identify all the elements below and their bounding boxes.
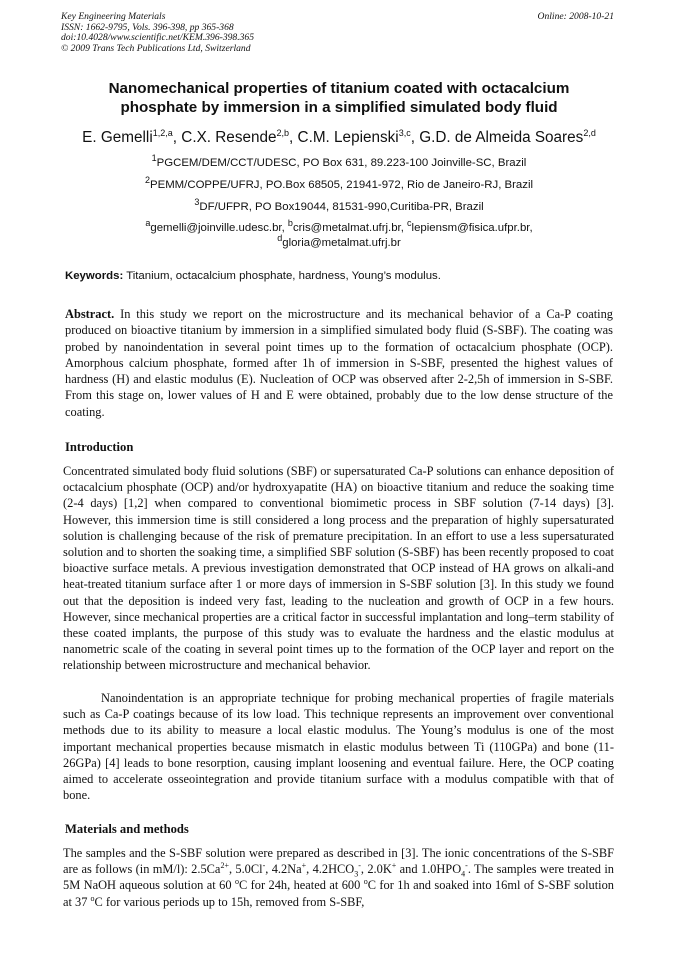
- keywords: [65, 270, 441, 282]
- methods-text: C for various periods up to 15h, removed from S-SBF,: [94, 894, 365, 909]
- author-name: C.M. Lepienski: [297, 129, 399, 146]
- ion-charge: +: [301, 861, 307, 871]
- doi-line: doi:10.4028/www.scientific.net/KEM.396-398.365: [61, 32, 255, 44]
- affiliation-text: DF/UFPR, PO Box19044, 81531-990,Curitiba-PR, Brazil: [199, 201, 484, 213]
- ion-charge: -: [262, 861, 266, 871]
- affiliation-2: [20, 175, 658, 192]
- affiliation-1: [20, 153, 658, 170]
- keywords-text: Titanium, octacalcium phosphate, hardness, Young’s modulus.: [123, 270, 441, 282]
- email-line-2: [20, 233, 658, 251]
- affiliation-3: [20, 197, 658, 214]
- ion-text: , 2.0K: [360, 862, 392, 877]
- abstract-text: In this study we report on the microstructure and its mechanical behavior of a Ca-P coating produced on bioactive titanium by immersion in a simplified simulated body fluid (S-SBF). The coating was probed by nanoindentation in several point times up to the formation of octacalcium phosphate (OCP). Amorphous calcium phosphate, formed after 1h of immersion in S-SBF, presented the highest values of hardness (H) and elastic modulus (E). Nucleation of OCP was observed after 2-2,5h of immersion in S-SBF. From this stage on, lower values of H and E were obtained, probably due to the low dense structure of the coating.: [65, 307, 613, 419]
- author-name: G.D. de Almeida Soares: [419, 129, 584, 146]
- author-name: C.X. Resende: [181, 129, 277, 146]
- ion-subscript: 3: [354, 869, 359, 879]
- paper-title: [40, 80, 638, 117]
- ion-charge: -: [465, 861, 468, 871]
- ion-charge: 2+: [220, 861, 229, 871]
- methods-paragraph: [63, 845, 614, 910]
- degree-symbol: o: [234, 877, 239, 887]
- title-line-1: Nanomechanical properties of titanium coated with octacalcium: [108, 80, 570, 97]
- methods-text: The samples and the S-SBF solution were prepared as described in [3]. The ionic concentrations of the S-SBF are as follows (in mM/l):: [63, 846, 614, 877]
- author-separator: ,: [410, 129, 420, 146]
- title-line-2: phosphate by immersion in a simplified simulated body fluid: [120, 98, 558, 116]
- author-affil-sup: 3,c: [398, 127, 411, 138]
- email-address[interactable]: gloria@metalmat.ufrj.br: [282, 237, 401, 249]
- affiliation-sup: 2: [144, 175, 150, 186]
- degree-symbol: o: [363, 877, 368, 887]
- ion-text: , 4.2HCO: [306, 862, 355, 877]
- email-sup: d: [277, 233, 283, 244]
- abstract-label: Abstract.: [65, 307, 115, 321]
- ion-text: and 1.0HPO: [396, 862, 462, 877]
- ion-text: , 5.0Cl: [228, 862, 263, 877]
- author-affil-sup: 1,2,a: [152, 127, 173, 138]
- degree-symbol: o: [90, 893, 95, 903]
- ion-charge: -: [358, 861, 361, 871]
- journal-header: [61, 12, 254, 54]
- author-separator: ,: [172, 129, 182, 146]
- author-affil-sup: 2,b: [276, 127, 290, 138]
- email-block: [20, 218, 658, 251]
- methods-text: . The samples were treated in 5M NaOH aqueous solution at 60: [63, 862, 614, 893]
- ion-text: , 4.2Na: [265, 862, 302, 877]
- author-name: E. Gemelli: [82, 129, 153, 146]
- methods-text: C for 1h and soaked into 16ml of S-SBF solution at 37: [63, 878, 615, 909]
- email-address[interactable]: lepiensm@fisica.ufpr.br,: [411, 222, 533, 234]
- affiliation-sup: 1: [151, 153, 157, 164]
- affiliation-text: PEMM/COPPE/UFRJ, PO.Box 68505, 21941-972, Rio de Janeiro-RJ, Brazil: [150, 179, 534, 191]
- methods-heading: Materials and methods: [65, 822, 189, 836]
- ion-charge: +: [391, 861, 397, 871]
- issn-line: ISSN: 1662-9795, Vols. 396-398, pp 365-368: [61, 21, 234, 33]
- introduction-heading: Introduction: [65, 440, 134, 454]
- email-line-1: [20, 218, 658, 236]
- online-date: Online: 2008-10-21: [537, 11, 614, 22]
- email-address[interactable]: cris@metalmat.ufrj.br,: [292, 222, 408, 234]
- author-list: [20, 129, 658, 147]
- email-sup: a: [145, 218, 151, 229]
- introduction-paragraph-1: Concentrated simulated body fluid solutions (SBF) or supersaturated Ca-P solutions can enhance deposition of octacalcium phosphate (OCP) and/or hydroxyapatite (HA) on bioactive titanium and reduce the soaking time (2-4 days) [1,2] when compared to conventional biomimetic process in SBF solution (7-14 days) [3]. However, this immersion time is still considered a long process and the preparation of highly supersaturated solution is challenging because of the risk of premature precipitation. In an effort to use a less supersaturated solution and to shorten the soaking time, a simplified SBF solution (S-SBF) has been recently proposed to coat bioactive surface metals. A previous investigation demonstrated that OCP instead of HA grows on alkali-and heat-treated titanium surface after 1 or more days of immersion in S-SBF solution [3]. In this study we found out that the deposition is indeed very fast, leading to the nucleation and growth of OCP in a few hours. However, since mechanical properties are a critical factor in successful implantation and long–term stability of these coated implants, the purpose of this study was to evaluate the hardness and the elastic modulus at nanometric scale of the coating in several point times up to the formation of the OCP layer and report on the relationship between microstructure and mechanical behavior.: [63, 464, 614, 673]
- affiliation-text: PGCEM/DEM/CCT/UDESC, PO Box 631, 89.223-100 Joinville-SC, Brazil: [156, 157, 527, 169]
- journal-name: Key Engineering Materials: [61, 11, 166, 22]
- abstract: [65, 306, 613, 420]
- author-affil-sup: 2,d: [583, 127, 596, 138]
- affiliation-sup: 3: [194, 197, 200, 208]
- email-sup: c: [407, 218, 412, 229]
- email-sup: b: [287, 218, 293, 229]
- author-separator: ,: [289, 129, 298, 146]
- keywords-label: Keywords:: [65, 270, 124, 282]
- email-address[interactable]: gemelli@joinville.udesc.br,: [150, 222, 288, 234]
- copyright-line: © 2009 Trans Tech Publications Ltd, Switzerland: [61, 42, 251, 54]
- ion-text: 2.5Ca: [191, 862, 221, 877]
- ion-subscript: 4: [461, 869, 466, 879]
- introduction-paragraph-2: Nanoindentation is an appropriate technique for probing mechanical properties of fragile materials such as Ca-P coatings because of its low load. This technique represents an improvement over conventional methods due to its ability to measure a local elastic modulus. The Young’s modulus is one of the most important mechanical properties because mismatch in elastic modulus between Ti (110GPa) and bone (11-26GPa) [4] leads to bone resorption, causing implant loosening and eventual failure. Here, the OCP coating aimed to accelerate osseointegration and provide titanium surface with a modulus compatible with that of bone.: [63, 691, 614, 803]
- methods-text: C for 24h, heated at 600: [238, 878, 364, 893]
